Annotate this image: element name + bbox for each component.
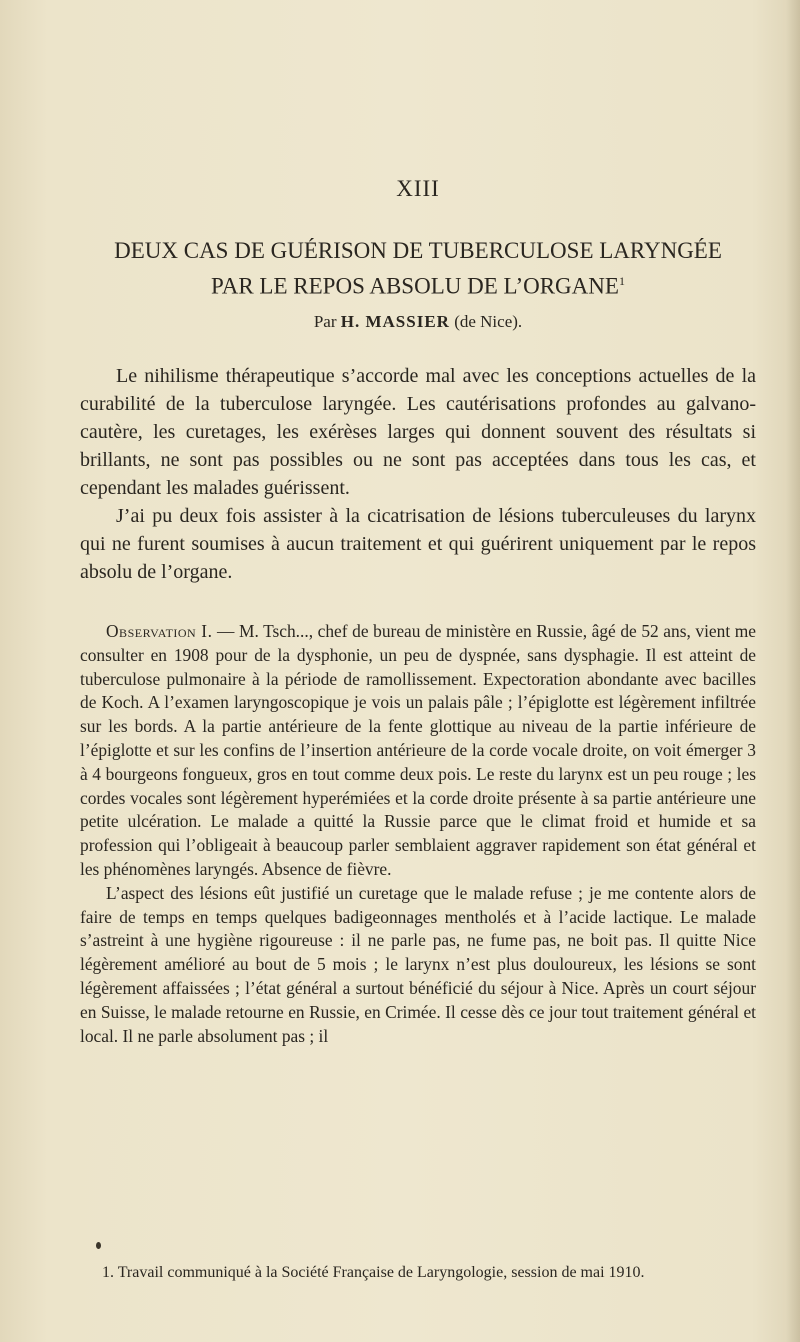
footnote-ref: 1: [618, 274, 625, 288]
footnote-text: 1. Travail communiqué à la Société Française de Laryngologie, session de mai 1910.: [102, 1264, 645, 1281]
observation-label: Observation I.: [106, 621, 213, 641]
observation-section: [80, 620, 756, 1048]
title-line-2: [80, 266, 756, 302]
article-title: [80, 236, 756, 302]
byline-suffix: (de Nice).: [454, 312, 523, 331]
byline: [80, 312, 756, 332]
page-edge-shadow: [786, 0, 800, 1342]
intro-text: [80, 362, 756, 586]
observation-paragraph: [80, 620, 756, 882]
footnote: [80, 1262, 756, 1284]
title-line-1: DEUX CAS DE GUÉRISON DE TUBERCULOSE LARYNGÉE: [114, 238, 722, 263]
byline-prefix: Par: [313, 312, 337, 331]
intro-paragraph: Le nihilisme thérapeutique s’accorde mal avec les conceptions actuelles de la curabilité de la tuberculose laryngée. Les cautérisations profondes au galvano-cautère, les curetages, les exérèses larges qui donnent souvent des résultats si brillants, ne sont pas possibles ou ne sont pas acceptées dans tous les cas, et cependant les malades guérissent.: [80, 365, 756, 499]
observation-paragraph: L’aspect des lésions eût justifié un curetage que le malade refuse ; je me contente alors de faire de temps en temps quelques badigeonnages mentholés et à l’acide lactique. Le malade s’astreint à une hygiène rigoureuse : il ne parle pas, ne fume pas, ne boit pas. Il quitte Nice légèrement amélioré au bout de 5 mois ; le larynx n’est plus douloureux, les lésions se sont légèrement affaissées ; l’état général a surtout bénéficié du séjour à Nice. Après un court séjour en Suisse, le malade retourne en Russie, en Crimée. Il cesse dès ce jour tout traitement général et local. Il ne parle absolument pas ; il: [80, 882, 756, 1046]
ink-speck: [96, 1242, 101, 1249]
author-name: H. MASSIER: [340, 312, 450, 331]
chapter-number: XIII: [396, 176, 440, 201]
intro-paragraph: J’ai pu deux fois assister à la cicatrisation de lésions tuberculeuses du larynx qui ne furent soumises à aucun traitement et qui guérirent uniquement par le repos absolu de l’organe.: [80, 505, 756, 583]
observation-text: — M. Tsch..., chef de bureau de ministère en Russie, âgé de 52 ans, vient me consulter en 1908 pour de la dysphonie, un peu de dyspnée, sans dysphagie. Il est atteint de tuberculose pulmonaire à la période de ramollissement. Expectoration abondante avec bacilles de Koch. A l’examen laryngoscopique je vois un palais pâle ; l’épiglotte est légèrement infiltrée sur les bords. A la partie antérieure de la fente glottique au niveau de la partie inférieure de l’épiglotte et sur les confins de l’insertion antérieure de la corde vocale droite, on voit émerger 3 à 4 bourgeons fongueux, gros en tout comme deux pois. Le reste du larynx est un peu rouge ; les cordes vocales sont légèrement hyperémiées et la corde droite présente à sa partie antérieure une petite ulcération. Le malade a quitté la Russie parce que le climat froid et humide et sa profession qui l’obligeait à beaucoup parler semblaient aggraver rapidement son état général et les phénomènes laryngés. Absence de fièvre.: [80, 621, 756, 879]
title-line-2-text: PAR LE REPOS ABSOLU DE L’ORGANE: [211, 273, 619, 299]
